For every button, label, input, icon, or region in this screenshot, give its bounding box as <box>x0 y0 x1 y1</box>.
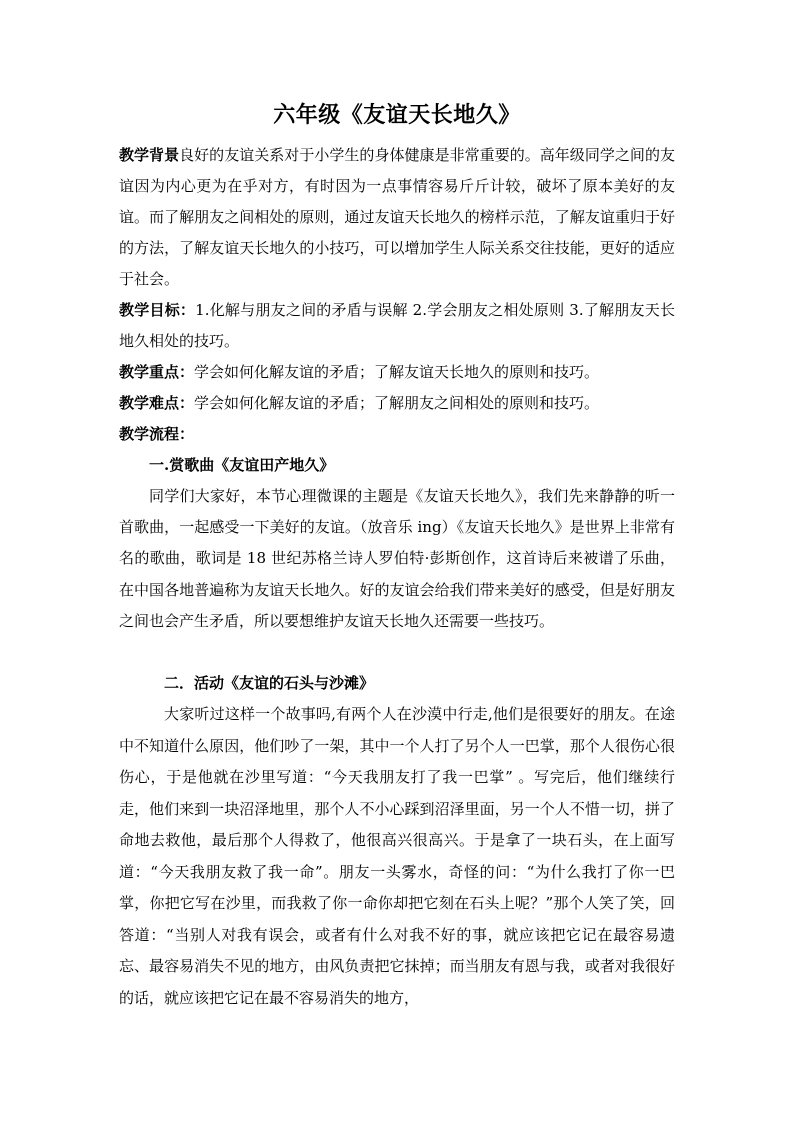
goals-label: 教学目标： <box>119 301 196 319</box>
part2-heading: 二．活动《友谊的石头与沙滩》 <box>164 674 375 692</box>
teaching-info <box>119 140 675 450</box>
part1-text: 同学们大家好，本节心理微课的主题是《友谊天长地久》，我们先来静静的听一首歌曲，一起感受一下美好的友谊。（放音乐 ing）《友谊天长地久》是世界上非常有名的歌曲，歌词是 18 世纪苏格兰诗人罗伯特·彭斯创作，这首诗后来被谱了乐曲，在中国各地普遍称为友谊天长地久。好的友谊会给我们带来美好的感受，但是好朋友之间也会产生矛盾，所以要想维护友谊天长地久还需要一些技巧。 <box>119 487 675 630</box>
difficulties-text: 学会如何化解友谊的矛盾；了解朋友之间相处的原则和技巧。 <box>194 394 600 412</box>
goals-text: 1.化解与朋友之间的矛盾与误解 2.学会朋友之相处原则 3.了解朋友天长地久相处的技巧。 <box>119 301 675 350</box>
background-text: 良好的友谊关系对于小学生的身体健康是非常重要的。高年级同学之间的友谊因为内心更为在乎对方，有时因为一点事情容易斤斤计较，破坏了原本美好的友谊。而了解朋友之间相处的原则，通过友谊天长地久的榜样示范，了解友谊重归于好的方法，了解友谊天长地久的小技巧，可以增加学生人际关系交往技能，更好的适应于社会。 <box>119 146 675 288</box>
difficulties-label: 教学难点： <box>119 394 195 412</box>
key-points-paragraph <box>119 357 675 388</box>
background-label: 教学背景 <box>119 146 180 164</box>
key-points-text: 学会如何化解友谊的矛盾；了解友谊天长地久的原则和技巧。 <box>194 363 600 381</box>
goals-paragraph <box>119 295 675 357</box>
background-paragraph <box>119 140 675 295</box>
part2-text: 大家听过这样一个故事吗,有两个人在沙漠中行走,他们是很要好的朋友。在途中不知道什么原因，他们吵了一架，其中一个人打了另个人一巴掌，那个人很伤心很伤心，于是他就在沙里写道：“今天我朋友打了我一巴掌” 。写完后，他们继续行走，他们来到一块沼泽地里，那个人不小心踩到沼泽里面，另一个人不惜一切，拼了命地去救他，最后那个人得救了，他很高兴很高兴。于是拿了一块石头，在上面写道：“今天我朋友救了我一命”。朋友一头雾水，奇怪的问：“为什么我打了你一巴掌，你把它写在沙里，而我救了你一命你却把它刻在石头上呢？”那个人笑了笑，回答道：“当别人对我有误会，或者有什么对我不好的事，就应该把它记在最容易遗忘、最容易消失不见的地方，由风负责把它抹掉；而当朋友有恩与我，或者对我很好的话，就应该把它记在最不容易消失的地方， <box>119 705 675 1007</box>
part1-heading: 一.赏歌曲《友谊田产地久》 <box>149 456 335 474</box>
difficulties-paragraph <box>119 388 675 419</box>
process-label: 教学流程： <box>119 425 195 443</box>
part1 <box>119 450 675 637</box>
part2 <box>119 668 675 1014</box>
key-points-label: 教学重点： <box>119 363 195 381</box>
page-title: 六年级《友谊天长地久》 <box>273 102 521 128</box>
